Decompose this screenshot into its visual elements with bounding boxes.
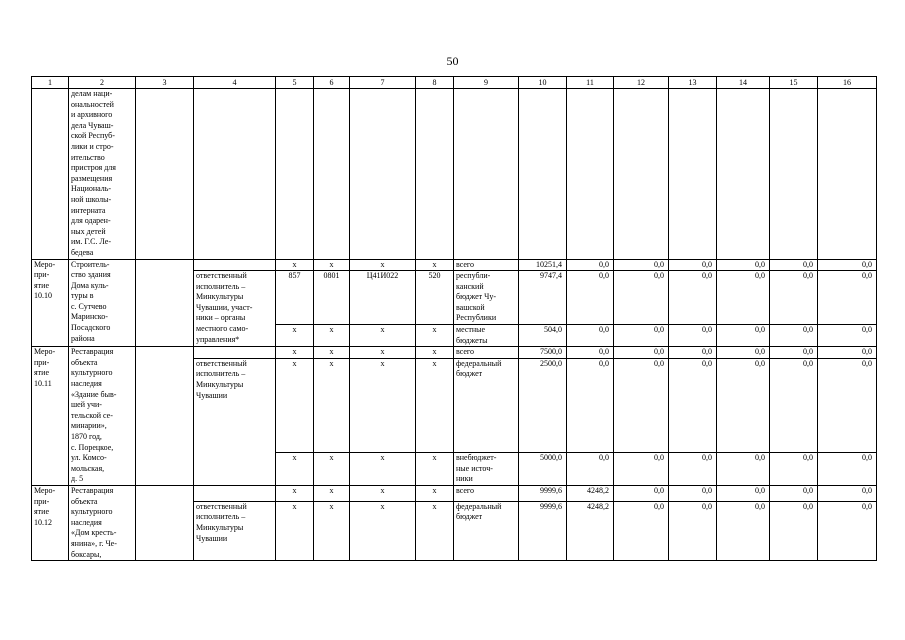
amount-cell: 0,0 (770, 358, 818, 452)
code-cell: х (350, 501, 416, 560)
amount-cell: 0,0 (669, 271, 717, 325)
col-header: 13 (669, 77, 717, 89)
col-header: 6 (314, 77, 350, 89)
amount-cell: 504,0 (519, 325, 567, 347)
funding-source: федеральный бюджет (454, 501, 519, 560)
funding-source: всего (454, 485, 519, 501)
table-row (32, 485, 877, 501)
col-header: 11 (567, 77, 614, 89)
empty-cell (194, 259, 276, 271)
amount-cell: 0,0 (770, 271, 818, 325)
amount-cell: 0,0 (770, 347, 818, 359)
amount-cell: 0,0 (614, 358, 669, 452)
funding-source: всего (454, 347, 519, 359)
code-cell: х (276, 259, 314, 271)
funding-source: внебюджет- ные источ- ники (454, 453, 519, 486)
code-cell: х (314, 358, 350, 452)
amount-cell: 9999,6 (519, 485, 567, 501)
funding-source: всего (454, 259, 519, 271)
amount-cell: 0,0 (567, 325, 614, 347)
empty-cell (136, 259, 194, 347)
col-header: 15 (770, 77, 818, 89)
col-header: 1 (32, 77, 69, 89)
amount-cell: 0,0 (770, 325, 818, 347)
code-cell: х (314, 501, 350, 560)
amount-cell: 9999,6 (519, 501, 567, 560)
code-cell: х (416, 485, 454, 501)
page-number: 50 (446, 54, 459, 68)
code-cell: 0801 (314, 271, 350, 325)
amount-cell: 0,0 (717, 347, 770, 359)
amount-cell: 0,0 (669, 358, 717, 452)
code-cell: х (314, 485, 350, 501)
amount-cell: 0,0 (669, 325, 717, 347)
amount-cell: 0,0 (717, 271, 770, 325)
code-cell: х (416, 358, 454, 452)
amount-cell: 0,0 (770, 259, 818, 271)
amount-cell: 0,0 (818, 501, 877, 560)
measure-executor: ответственный исполнитель – Минкультуры Чувашии (194, 358, 276, 485)
amount-cell: 0,0 (567, 271, 614, 325)
amount-cell: 0,0 (614, 271, 669, 325)
code-cell: х (276, 453, 314, 486)
col-header: 9 (454, 77, 519, 89)
amount-cell: 0,0 (717, 259, 770, 271)
col-header: 3 (136, 77, 194, 89)
code-cell: х (276, 485, 314, 501)
col-header: 2 (69, 77, 136, 89)
amount-cell: 0,0 (717, 453, 770, 486)
amount-cell: 0,0 (818, 485, 877, 501)
col-header: 8 (416, 77, 454, 89)
code-cell: х (314, 347, 350, 359)
funding-source: местные бюджеты (454, 325, 519, 347)
code-cell: х (276, 358, 314, 452)
amount-cell: 0,0 (818, 271, 877, 325)
amount-cell: 0,0 (567, 358, 614, 452)
measure-title: Реставрация объекта культурного наследия «Здание быв- шей учи- тельской се- минарии», 1870 год, с. Порецкое, ул. Комсо- мольская, д. 5 (69, 347, 136, 486)
code-cell: х (416, 259, 454, 271)
amount-cell: 0,0 (614, 501, 669, 560)
table-row (32, 259, 877, 271)
amount-cell: 0,0 (567, 347, 614, 359)
code-cell: х (350, 453, 416, 486)
col-header: 10 (519, 77, 567, 89)
code-cell: х (416, 325, 454, 347)
amount-cell: 0,0 (770, 453, 818, 486)
code-cell: х (276, 501, 314, 560)
amount-cell: 0,0 (614, 259, 669, 271)
code-cell: х (416, 347, 454, 359)
measure-title: делам наци- ональностей и архивного дела Чуваш- ской Респуб- лики и стро- ительство пристроя для размещения Националь- ной школы- интерната для одарен- ных детей им. Г.С. Ле- бедева (69, 89, 136, 260)
amount-cell: 0,0 (669, 501, 717, 560)
code-cell: х (350, 358, 416, 452)
funding-source: федеральный бюджет (454, 358, 519, 452)
empty-cell (136, 485, 194, 560)
col-header: 16 (818, 77, 877, 89)
col-header: 7 (350, 77, 416, 89)
code-cell: Ц41И022 (350, 271, 416, 325)
code-cell: х (276, 325, 314, 347)
measure-title: Реставрация объекта культурного наследия «Дом кресть- янина», г. Че- боксары, (69, 485, 136, 560)
measure-title: Строитель- ство здания Дома куль- туры в с. Сутчево Маринско- Посадского района (69, 259, 136, 347)
amount-cell: 0,0 (818, 453, 877, 486)
funding-source: республи- канский бюджет Чу- вашской Республики (454, 271, 519, 325)
code-cell: 857 (276, 271, 314, 325)
amount-cell: 0,0 (567, 453, 614, 486)
code-cell: х (350, 347, 416, 359)
empty-cell (194, 347, 276, 359)
amount-cell: 0,0 (614, 347, 669, 359)
amount-cell: 10251,4 (519, 259, 567, 271)
continuation-row (32, 89, 877, 260)
code-cell: х (314, 325, 350, 347)
amount-cell: 0,0 (717, 325, 770, 347)
empty-cell (194, 485, 276, 501)
amount-cell: 0,0 (818, 358, 877, 452)
amount-cell: 0,0 (818, 347, 877, 359)
col-header: 4 (194, 77, 276, 89)
measure-id: Меро- при- ятие 10.11 (32, 347, 69, 486)
amount-cell: 0,0 (614, 453, 669, 486)
code-cell: х (350, 325, 416, 347)
code-cell: х (350, 259, 416, 271)
amount-cell: 0,0 (669, 259, 717, 271)
code-cell: х (276, 347, 314, 359)
amount-cell: 7500,0 (519, 347, 567, 359)
amount-cell: 0,0 (614, 325, 669, 347)
amount-cell: 0,0 (717, 501, 770, 560)
header-row (32, 77, 877, 89)
amount-cell: 9747,4 (519, 271, 567, 325)
amount-cell: 0,0 (770, 501, 818, 560)
code-cell: х (314, 453, 350, 486)
amount-cell: 0,0 (669, 485, 717, 501)
amount-cell: 4248,2 (567, 485, 614, 501)
measure-id: Меро- при- ятие 10.10 (32, 259, 69, 347)
amount-cell: 0,0 (717, 358, 770, 452)
amount-cell: 0,0 (717, 485, 770, 501)
amount-cell: 0,0 (770, 485, 818, 501)
table-row (32, 347, 877, 359)
code-cell: х (416, 453, 454, 486)
amount-cell: 0,0 (818, 259, 877, 271)
code-cell: х (350, 485, 416, 501)
col-header: 12 (614, 77, 669, 89)
amount-cell: 0,0 (818, 325, 877, 347)
amount-cell: 0,0 (567, 259, 614, 271)
measure-executor: ответственный исполнитель – Минкультуры Чувашии (194, 501, 276, 560)
measure-id: Меро- при- ятие 10.12 (32, 485, 69, 560)
amount-cell: 0,0 (669, 347, 717, 359)
amount-cell: 5000,0 (519, 453, 567, 486)
amount-cell: 4248,2 (567, 501, 614, 560)
col-header: 14 (717, 77, 770, 89)
col-header: 5 (276, 77, 314, 89)
code-cell: х (416, 501, 454, 560)
program-table (31, 76, 877, 561)
empty-cell (136, 347, 194, 486)
code-cell: х (314, 259, 350, 271)
amount-cell: 0,0 (614, 485, 669, 501)
amount-cell: 2500,0 (519, 358, 567, 452)
code-cell: 520 (416, 271, 454, 325)
measure-executor: ответственный исполнитель – Минкультуры Чувашии, участ- ники – органы местного само- управления* (194, 271, 276, 347)
amount-cell: 0,0 (669, 453, 717, 486)
